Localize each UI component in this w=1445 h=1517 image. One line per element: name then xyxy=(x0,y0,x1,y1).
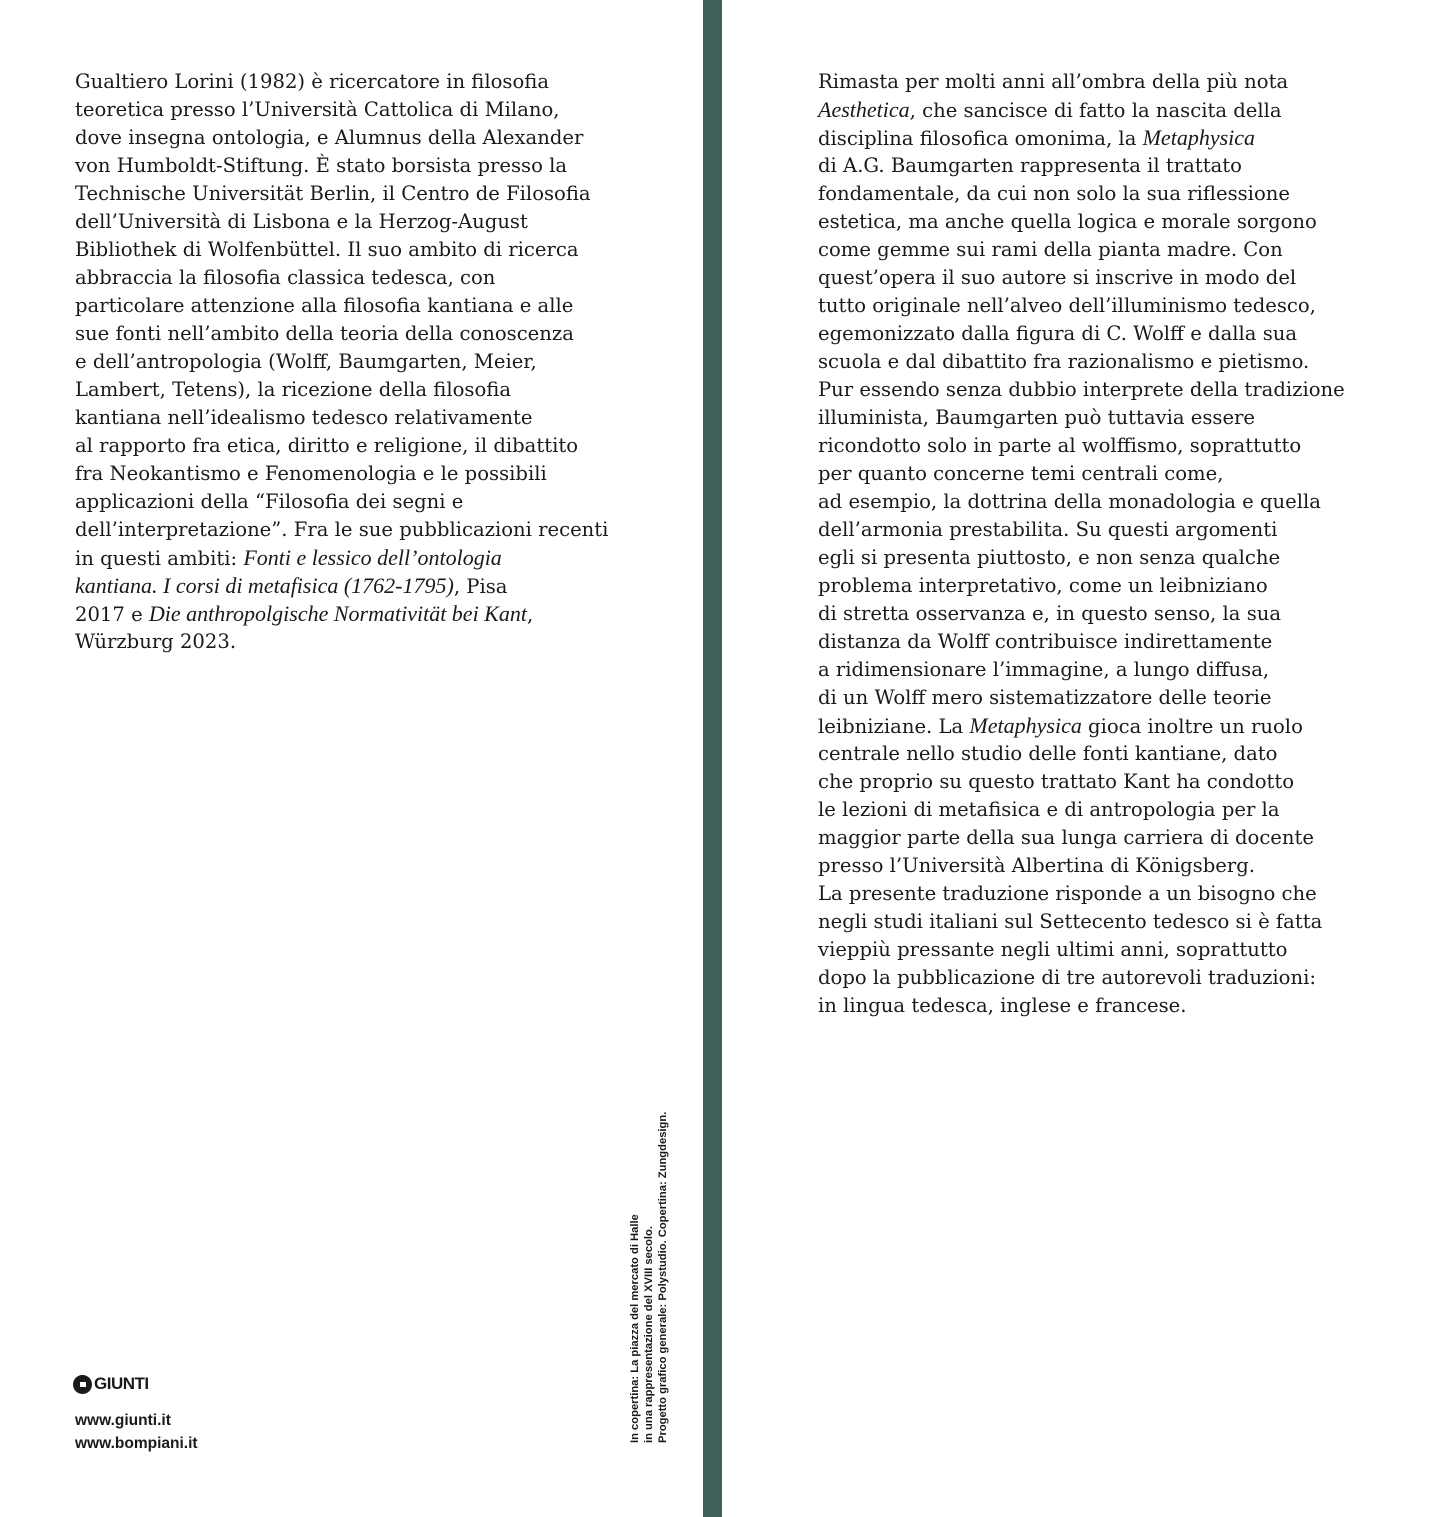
bio-line: al rapporto fra etica, diritto e religione, il dibattito xyxy=(75,434,579,457)
bio-line: particolare attenzione alla filosofia kantiana e alle xyxy=(75,294,574,317)
bio-line: Lambert, Tetens), la ricezione della filosofia xyxy=(75,378,512,401)
credits-line: in una rappresentazione del XVIII secolo. xyxy=(643,1226,655,1443)
publication-title: kantiana. I corsi di metafisica (1762-1795) xyxy=(75,573,454,598)
bio-line: e dell’antropologia (Wolff, Baumgarten, Meier, xyxy=(75,350,537,373)
description-line: disciplina filosofica omonima, la Metaphysica xyxy=(818,125,1256,150)
description-line: vieppiù pressante negli ultimi anni, soprattutto xyxy=(818,938,1288,961)
bio-line: von Humboldt-Stiftung. È stato borsista presso la xyxy=(75,154,568,177)
description-line: tutto originale nell’alveo dell’illuminismo tedesco, xyxy=(818,294,1316,317)
website-link-bompiani[interactable]: www.bompiani.it xyxy=(75,1435,198,1452)
bio-line: Würzburg 2023. xyxy=(75,630,237,653)
description-line: ad esempio, la dottrina della monadologia e quella xyxy=(818,490,1321,513)
description-line: di stretta osservanza e, in questo senso, la sua xyxy=(818,602,1282,625)
book-title: Metaphysica xyxy=(1142,125,1256,150)
description-line: maggior parte della sua lunga carriera di docente xyxy=(818,826,1314,849)
description-line: che proprio su questo trattato Kant ha condotto xyxy=(818,770,1295,793)
bio-line: dell’Università di Lisbona e la Herzog-August xyxy=(75,210,528,233)
description-line: le lezioni di metafisica e di antropologia per la xyxy=(818,798,1280,821)
description-line: dopo la pubblicazione di tre autorevoli traduzioni: xyxy=(818,966,1316,989)
description-line: centrale nello studio delle fonti kantiane, dato xyxy=(818,742,1278,765)
publisher-name: GIUNTI xyxy=(94,1374,149,1393)
description-line: di un Wolff mero sistematizzatore delle teorie xyxy=(818,686,1272,709)
publication-title: Fonti e lessico dell’ontologia xyxy=(243,545,502,570)
bio-line: Bibliothek di Wolfenbüttel. Il suo ambito di ricerca xyxy=(75,238,579,261)
credits-line: Progetto grafico generale: Polystudio. Copertina: Zungdesign. xyxy=(657,1111,669,1443)
description-line: dell’armonia prestabilita. Su questi argomenti xyxy=(818,518,1278,541)
description-line: leibniziane. La Metaphysica gioca inoltre un ruolo xyxy=(818,713,1303,738)
website-link-giunti[interactable]: www.giunti.it xyxy=(75,1412,171,1429)
author-bio xyxy=(75,68,645,656)
publisher-logo xyxy=(73,1373,149,1395)
giunti-g-logo-icon xyxy=(73,1375,92,1394)
description-line: problema interpretativo, come un leibniziano xyxy=(818,574,1268,597)
bio-line: fra Neokantismo e Fenomenologia e le possibili xyxy=(75,462,547,485)
description-line: in lingua tedesca, inglese e francese. xyxy=(818,994,1187,1017)
description-line: presso l’Università Albertina di Königsberg. xyxy=(818,854,1255,877)
description-line: illuminista, Baumgarten può tuttavia essere xyxy=(818,406,1256,429)
description-line: egemonizzato dalla figura di C. Wolff e dalla sua xyxy=(818,322,1298,345)
description-line: negli studi italiani sul Settecento tedesco si è fatta xyxy=(818,910,1323,933)
bio-line: 2017 e Die anthropolgische Normativität bei Kant, xyxy=(75,601,534,626)
description-line: scuola e dal dibattito fra razionalismo e pietismo. xyxy=(818,350,1310,373)
bio-line: applicazioni della “Filosofia dei segni e xyxy=(75,490,464,513)
spine-band xyxy=(703,0,722,1517)
bio-line: dove insegna ontologia, e Alumnus della Alexander xyxy=(75,126,584,149)
description-line: egli si presenta piuttosto, e non senza qualche xyxy=(818,546,1281,569)
description-line: Pur essendo senza dubbio interprete della tradizione xyxy=(818,378,1345,401)
cover-credits xyxy=(628,1053,670,1443)
description-line: Aesthetica, che sancisce di fatto la nascita della xyxy=(818,97,1282,122)
book-description xyxy=(818,68,1378,1020)
bio-line: kantiana nell’idealismo tedesco relativamente xyxy=(75,406,533,429)
description-line: La presente traduzione risponde a un bisogno che xyxy=(818,882,1317,905)
description-line: per quanto concerne temi centrali come, xyxy=(818,462,1224,485)
credits-line: In copertina: La piazza del mercato di Halle xyxy=(629,1214,641,1443)
bio-line: teoretica presso l’Università Cattolica di Milano, xyxy=(75,98,560,121)
book-title: Metaphysica xyxy=(969,713,1082,738)
description-line: distanza da Wolff contribuisce indirettamente xyxy=(818,630,1273,653)
description-line: fondamentale, da cui non solo la sua riflessione xyxy=(818,182,1290,205)
bio-line: dell’interpretazione”. Fra le sue pubblicazioni recenti xyxy=(75,518,609,541)
description-line: Rimasta per molti anni all’ombra della più nota xyxy=(818,70,1289,93)
bio-line: in questi ambiti: Fonti e lessico dell’ontologia xyxy=(75,545,502,570)
book-title: Aesthetica xyxy=(818,97,910,122)
bio-line: abbraccia la filosofia classica tedesca, con xyxy=(75,266,496,289)
publisher-websites xyxy=(75,1409,198,1455)
bio-line: sue fonti nell’ambito della teoria della conoscenza xyxy=(75,322,574,345)
description-line: come gemme sui rami della pianta madre. Con xyxy=(818,238,1283,261)
description-line: quest’opera il suo autore si inscrive in modo del xyxy=(818,266,1297,289)
publication-title: Die anthropolgische Normativität bei Kant xyxy=(148,601,527,626)
bio-line: kantiana. I corsi di metafisica (1762-1795), Pisa xyxy=(75,573,508,598)
description-line: di A.G. Baumgarten rappresenta il trattato xyxy=(818,154,1242,177)
bio-line: Technische Universität Berlin, il Centro de Filosofia xyxy=(75,182,591,205)
description-line: ricondotto solo in parte al wolffismo, soprattutto xyxy=(818,434,1302,457)
description-line: a ridimensionare l’immagine, a lungo diffusa, xyxy=(818,658,1270,681)
description-line: estetica, ma anche quella logica e morale sorgono xyxy=(818,210,1317,233)
bio-line: Gualtiero Lorini (1982) è ricercatore in filosofia xyxy=(75,70,550,93)
